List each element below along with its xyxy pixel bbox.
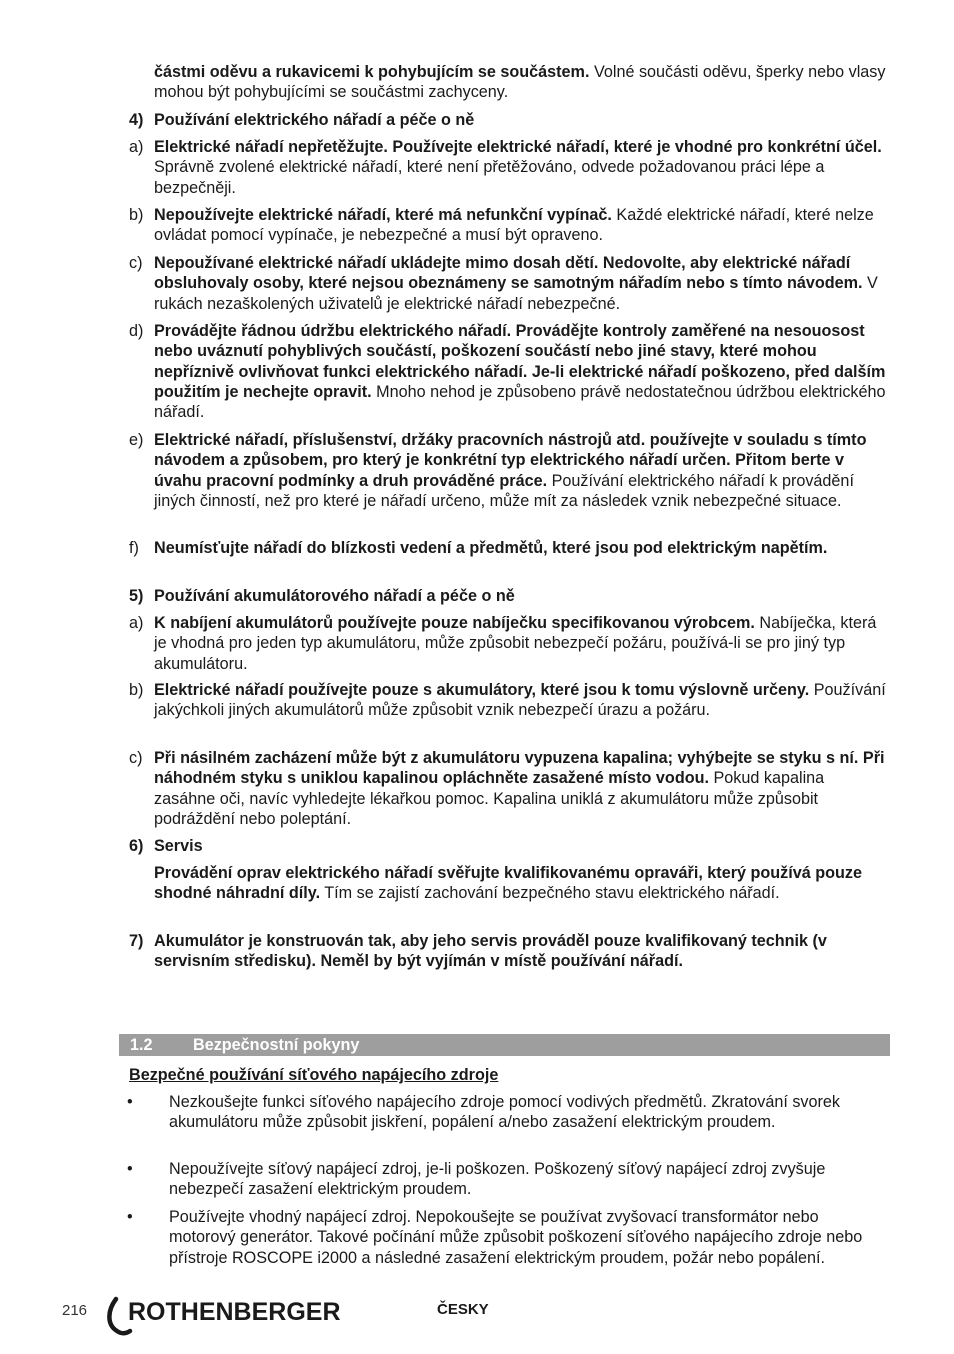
item-4f-text: Neumísťujte nářadí do blízkosti vedení a předmětů, které jsou pod elektrickým napětím. [154,539,828,557]
item-5a-text: K nabíjení akumulátorů používejte pouze nabíječku specifikovanou výrobcem. Nabíječka, která je vhodná pro jeden typ akumulátoru, může způsobit nebezpečí požáru, používá-li se pro jiný typ akumulátoru. [154,614,877,673]
section-7-number: 7) [129,932,144,950]
page-number: 216 [62,1302,88,1319]
item-4c-label: c) [129,254,143,272]
item-4a-text: Elektrické nářadí nepřetěžujte. Používejte elektrické nářadí, které je vhodné pro konkrétní účel. Správně zvolené elektrické nářadí, které není přetěžováno, odvede požadovanou práci lépe a bezpečněji. [154,138,882,197]
power-supply-subheading: Bezpečné používání síťového napájecího zdroje [129,1066,499,1084]
section-1-2-title: Bezpečnostní pokyny [193,1036,360,1054]
item-5c-label: c) [129,749,143,767]
item-4d-text: Provádějte řádnou údržbu elektrického nářadí. Provádějte kontroly zaměřené na nesouosost nebo uváznutí pohyblivých součástí, poškození součástí nebo jiné stavy, které mohou nepříznivě ovlivňovat funkci elektrického nářadí. Je-li elektrické nářadí poškozeno, před dalším použitím je nechejte opravit. Mnoho nehod je způsobeno právě nedostatečnou údržbou elektrického nářadí. [154,322,886,422]
item-4b-label: b) [129,206,144,224]
item-4e-text: Elektrické nářadí, příslušenství, držáky pracovních nástrojů atd. používejte v souladu s tímto návodem a způsobem, pro který je konkrétní typ elektrického nářadí určen. Přitom berte v úvahu pracovní podmínky a druh prováděné práce. Používání elektrického nářadí k provádění jiných činností, než pro které je nářadí určeno, může mít za následek vznik nebezpečné situace. [154,431,867,510]
section-5-number: 5) [129,587,144,605]
item-4a-label: a) [129,138,144,156]
section-5-heading: Používání akumulátorového nářadí a péče o ně [154,587,515,605]
section-4-number: 4) [129,111,144,129]
item-5b-text: Elektrické nářadí používejte pouze s akumulátory, které jsou k tomu výslovně určeny. Používání jakýchkoli jiných akumulátorů může způsobit vznik nebezpečí úrazu a požáru. [154,681,886,720]
section-1-2-number: 1.2 [130,1036,153,1054]
section-1-2-bar [119,1034,890,1056]
item-5a-label: a) [129,614,144,632]
section-4-heading: Používání elektrického nářadí a péče o ně [154,111,475,129]
intro-paragraph: částmi oděvu a rukavicemi k pohybujícím se součástem. Volné součásti oděvu, šperky nebo vlasy mohou být pohybujícími se součástmi zachyceny. [154,63,886,102]
section-6-heading: Servis [154,837,203,855]
bullet-2-text: Nepoužívejte síťový napájecí zdroj, je-li poškozen. Poškozený síťový napájecí zdroj zvyšuje nebezpečí zasažení elektrickým proudem. [169,1160,826,1199]
item-5b-label: b) [129,681,144,699]
bullet-1-text: Nezkoušejte funkci síťového napájecího zdroje pomocí vodivých předmětů. Zkratování svorek akumulátoru může způsobit jiskření, popálení a/nebo zasažení elektrickým proudem. [169,1093,840,1132]
section-6-number: 6) [129,837,144,855]
item-4b-text: Nepoužívejte elektrické nářadí, které má nefunkční vypínač. Každé elektrické nářadí, které nelze ovládat pomocí vypínače, je nebezpečné a musí být opraveno. [154,206,874,245]
section-6-text: Provádění oprav elektrického nářadí svěřujte kvalifikovanému opraváři, který používá pouze shodné náhradní díly. Tím se zajistí zachování bezpečného stavu elektrického nářadí. [154,864,863,903]
section-7-text: Akumulátor je konstruován tak, aby jeho servis prováděl pouze kvalifikovaný technik (v servisním středisku). Neměl by být vyjímán v místě používání nářadí. [154,932,827,971]
bullet-3-text: Používejte vhodný napájecí zdroj. Nepokoušejte se používat zvyšovací transformátor nebo motorový generátor. Takové počínání může způsobit poškození síťového napájecího zdroje nebo přístroje ROSCOPE i2000 a následné zasažení elektrickým proudem, požár nebo popálení. [169,1208,863,1267]
logo-wordmark: ROTHENBERGER [128,1298,341,1326]
item-5c-text: Při násilném zacházení může být z akumulátoru vypuzena kapalina; vyhýbejte se styku s ní. Při náhodném styku s uniklou kapalinou opláchněte zasažené místo vodou. Pokud kapalina zasáhne oči, navíc vyhledejte lékařkou pomoc. Kapalina uniklá z akumulátoru může způsobit podráždění nebo poleptání. [154,749,885,828]
item-4f-label: f) [129,539,139,557]
item-4d-label: d) [129,322,144,340]
item-4c-text: Nepoužívané elektrické nářadí ukládejte mimo dosah dětí. Nedovolte, aby elektrické nářadí obsluhovaly osoby, které nejsou obeznámeny se samotným nářadím nebo s tímto návodem. V rukách nezaškolených uživatelů je elektrické nářadí nebezpečné. [154,254,878,313]
bullet-3-marker: • [127,1208,133,1226]
rothenberger-logo [104,1293,354,1337]
bullet-2-marker: • [127,1160,133,1178]
bullet-1-marker: • [127,1093,133,1111]
item-4e-label: e) [129,431,144,449]
language-label: ČESKY [437,1301,489,1318]
